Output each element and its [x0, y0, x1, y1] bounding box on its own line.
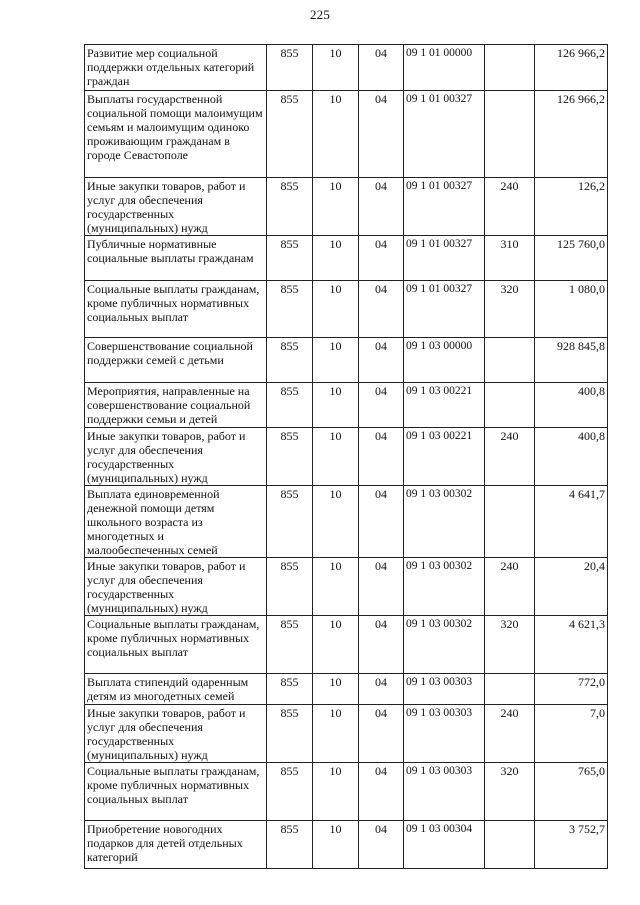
cell-section: 10	[313, 383, 359, 428]
cell-target-article: 09 1 01 00327	[404, 91, 485, 178]
cell-ministry-code: 855	[267, 705, 313, 763]
page-number: 225	[309, 7, 331, 22]
cell-expense-type	[485, 486, 535, 558]
cell-amount: 1 080,0	[535, 281, 608, 338]
table-row	[85, 91, 608, 178]
table-row	[85, 428, 608, 486]
cell-section: 10	[313, 821, 359, 869]
cell-target-article: 09 1 03 00302	[404, 558, 485, 616]
cell-subsection: 04	[359, 91, 404, 178]
cell-target-article: 09 1 03 00221	[404, 383, 485, 428]
cell-section: 10	[313, 236, 359, 281]
cell-target-article: 09 1 03 00303	[404, 674, 485, 705]
table-row	[85, 236, 608, 281]
cell-amount: 3 752,7	[535, 821, 608, 869]
cell-section: 10	[313, 763, 359, 821]
cell-name: Выплаты государственной социальной помощи малоимущим семьям и малоимущим одиноко проживающим гражданам в городе Севастополе	[85, 91, 267, 178]
cell-ministry-code: 855	[267, 91, 313, 178]
cell-subsection: 04	[359, 428, 404, 486]
cell-subsection: 04	[359, 821, 404, 869]
cell-section: 10	[313, 558, 359, 616]
cell-target-article: 09 1 01 00327	[404, 281, 485, 338]
cell-expense-type: 320	[485, 616, 535, 674]
table-row	[85, 705, 608, 763]
cell-subsection: 04	[359, 486, 404, 558]
cell-expense-type: 240	[485, 558, 535, 616]
cell-name: Приобретение новогодних подарков для детей отдельных категорий	[85, 821, 267, 869]
table-body	[85, 45, 608, 869]
cell-subsection: 04	[359, 281, 404, 338]
cell-ministry-code: 855	[267, 763, 313, 821]
cell-expense-type	[485, 338, 535, 383]
cell-section: 10	[313, 616, 359, 674]
cell-expense-type: 320	[485, 763, 535, 821]
cell-ministry-code: 855	[267, 281, 313, 338]
table-row	[85, 383, 608, 428]
table-row	[85, 674, 608, 705]
cell-target-article: 09 1 01 00327	[404, 178, 485, 236]
cell-name: Развитие мер социальной поддержки отдельных категорий граждан	[85, 45, 267, 91]
cell-ministry-code: 855	[267, 383, 313, 428]
cell-target-article: 09 1 03 00302	[404, 486, 485, 558]
cell-target-article: 09 1 01 00327	[404, 236, 485, 281]
cell-amount: 765,0	[535, 763, 608, 821]
cell-target-article: 09 1 01 00000	[404, 45, 485, 91]
cell-amount: 4 641,7	[535, 486, 608, 558]
cell-expense-type: 240	[485, 428, 535, 486]
cell-ministry-code: 855	[267, 236, 313, 281]
table-row	[85, 558, 608, 616]
table-row	[85, 486, 608, 558]
cell-section: 10	[313, 338, 359, 383]
cell-expense-type	[485, 45, 535, 91]
cell-name: Социальные выплаты гражданам, кроме публичных нормативных социальных выплат	[85, 281, 267, 338]
table-row	[85, 763, 608, 821]
cell-expense-type: 320	[485, 281, 535, 338]
cell-section: 10	[313, 91, 359, 178]
cell-name: Публичные нормативные социальные выплаты гражданам	[85, 236, 267, 281]
cell-target-article: 09 1 03 00303	[404, 705, 485, 763]
cell-amount: 400,8	[535, 428, 608, 486]
table-row	[85, 45, 608, 91]
table-row	[85, 338, 608, 383]
cell-name: Совершенствование социальной поддержки семей с детьми	[85, 338, 267, 383]
cell-expense-type	[485, 821, 535, 869]
cell-subsection: 04	[359, 45, 404, 91]
cell-ministry-code: 855	[267, 486, 313, 558]
cell-subsection: 04	[359, 558, 404, 616]
cell-ministry-code: 855	[267, 45, 313, 91]
cell-subsection: 04	[359, 236, 404, 281]
cell-amount: 126 966,2	[535, 45, 608, 91]
table-row	[85, 821, 608, 869]
cell-section: 10	[313, 178, 359, 236]
cell-target-article: 09 1 03 00000	[404, 338, 485, 383]
cell-ministry-code: 855	[267, 558, 313, 616]
cell-name: Социальные выплаты гражданам, кроме публичных нормативных социальных выплат	[85, 763, 267, 821]
cell-subsection: 04	[359, 178, 404, 236]
cell-section: 10	[313, 486, 359, 558]
cell-section: 10	[313, 428, 359, 486]
cell-amount: 125 760,0	[535, 236, 608, 281]
cell-section: 10	[313, 45, 359, 91]
cell-ministry-code: 855	[267, 821, 313, 869]
cell-subsection: 04	[359, 705, 404, 763]
cell-target-article: 09 1 03 00221	[404, 428, 485, 486]
cell-amount: 20,4	[535, 558, 608, 616]
cell-amount: 126 966,2	[535, 91, 608, 178]
cell-name: Иные закупки товаров, работ и услуг для обеспечения государственных (муниципальных) нужд	[85, 558, 267, 616]
cell-subsection: 04	[359, 763, 404, 821]
cell-expense-type: 240	[485, 705, 535, 763]
cell-name: Мероприятия, направленные на совершенствование социальной поддержки семьи и детей	[85, 383, 267, 428]
cell-target-article: 09 1 03 00304	[404, 821, 485, 869]
cell-expense-type: 240	[485, 178, 535, 236]
cell-amount: 772,0	[535, 674, 608, 705]
cell-amount: 4 621,3	[535, 616, 608, 674]
cell-name: Выплата стипендий одаренным детям из многодетных семей	[85, 674, 267, 705]
cell-subsection: 04	[359, 616, 404, 674]
cell-amount: 126,2	[535, 178, 608, 236]
cell-ministry-code: 855	[267, 178, 313, 236]
cell-name: Иные закупки товаров, работ и услуг для обеспечения государственных (муниципальных) нужд	[85, 705, 267, 763]
cell-name: Иные закупки товаров, работ и услуг для обеспечения государственных (муниципальных) нужд	[85, 178, 267, 236]
cell-amount: 400,8	[535, 383, 608, 428]
cell-subsection: 04	[359, 383, 404, 428]
cell-expense-type: 310	[485, 236, 535, 281]
budget-table	[84, 44, 608, 869]
cell-ministry-code: 855	[267, 428, 313, 486]
cell-expense-type	[485, 91, 535, 178]
cell-section: 10	[313, 281, 359, 338]
cell-section: 10	[313, 674, 359, 705]
table-row	[85, 178, 608, 236]
cell-ministry-code: 855	[267, 674, 313, 705]
cell-name: Выплата единовременной денежной помощи детям школьного возраста из многодетных и малообеспеченных семей	[85, 486, 267, 558]
cell-target-article: 09 1 03 00302	[404, 616, 485, 674]
cell-ministry-code: 855	[267, 616, 313, 674]
cell-name: Социальные выплаты гражданам, кроме публичных нормативных социальных выплат	[85, 616, 267, 674]
cell-amount: 928 845,8	[535, 338, 608, 383]
cell-expense-type	[485, 674, 535, 705]
cell-subsection: 04	[359, 338, 404, 383]
cell-ministry-code: 855	[267, 338, 313, 383]
table-row	[85, 616, 608, 674]
table-row	[85, 281, 608, 338]
cell-amount: 7,0	[535, 705, 608, 763]
cell-expense-type	[485, 383, 535, 428]
cell-name: Иные закупки товаров, работ и услуг для обеспечения государственных (муниципальных) нужд	[85, 428, 267, 486]
cell-subsection: 04	[359, 674, 404, 705]
cell-target-article: 09 1 03 00303	[404, 763, 485, 821]
cell-section: 10	[313, 705, 359, 763]
